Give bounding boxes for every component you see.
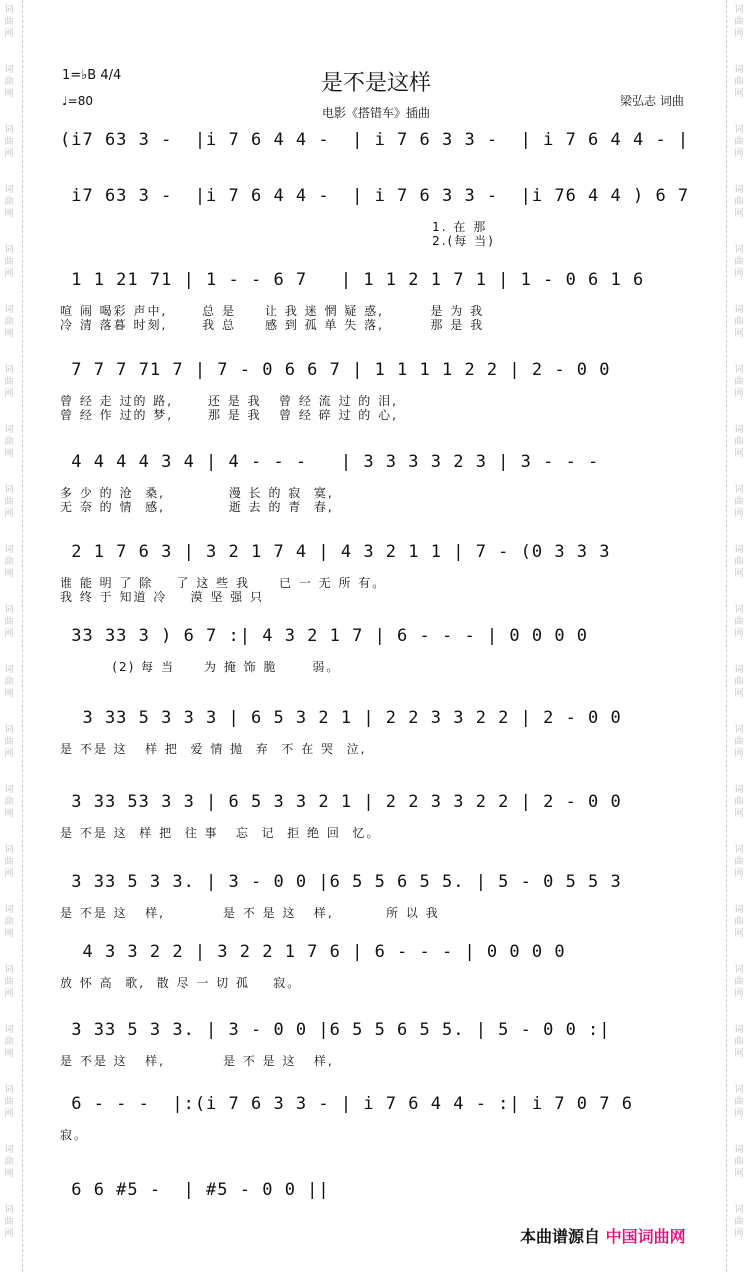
- notes-line: 7 7 7 71 7 | 7 - 0 6 6 7 | 1 1 1 1 2 2 | 2 - 0 0: [60, 360, 611, 380]
- right-dashed-border: [726, 0, 727, 1272]
- composer-credit: 梁弘志 词曲: [620, 94, 684, 108]
- watermark-text: 词 曲 网: [4, 305, 14, 339]
- watermark-text: 词 曲 网: [734, 605, 744, 639]
- lyric-line-1: 是 不是 这 样 把 往 事 忘 记 拒 绝 回 忆。: [60, 826, 381, 840]
- lyric-line-1: 是 不是 这 样, 是 不 是 这 样,: [60, 1054, 334, 1068]
- watermark-text: 词 曲 网: [734, 485, 744, 519]
- lyric-line-2: 我 终 于 知道 冷 漠 坚 强 只: [60, 590, 264, 604]
- watermark-text: 词 曲 网: [734, 725, 744, 759]
- notes-line: 3 33 53 3 3 | 6 5 3 3 2 1 | 2 2 3 3 2 2 | 2 - 0 0: [60, 792, 622, 812]
- song-subtitle: 电影《搭错车》插曲: [321, 106, 430, 120]
- lyric-line-1: 多 少 的 沧 桑, 漫 长 的 寂 寞,: [60, 486, 334, 500]
- footer-site-link[interactable]: 中国词曲网: [605, 1227, 686, 1246]
- watermark-text: 词 曲 网: [734, 545, 744, 579]
- notes-line: 2 1 7 6 3 | 3 2 1 7 4 | 4 3 2 1 1 | 7 - (0 3 3 3: [60, 542, 611, 562]
- lyric-line-1: 是 不是 这 样, 是 不 是 这 样, 所 以 我: [60, 906, 440, 920]
- watermark-text: 词 曲 网: [734, 1145, 744, 1179]
- watermark-text: 词 曲 网: [734, 1085, 744, 1119]
- watermark-text: 词 曲 网: [734, 785, 744, 819]
- watermark-text: 词 曲 网: [4, 125, 14, 159]
- watermark-text: 词 曲 网: [4, 365, 14, 399]
- watermark-text: 词 曲 网: [734, 245, 744, 279]
- lyric-line-1: 是 不是 这 样 把 爱 情 抛 弃 不 在 哭 泣,: [60, 742, 367, 756]
- lyric-line-1: 放 怀 高 歌, 散 尽 一 切 孤 寂。: [60, 976, 302, 990]
- watermark-text: 词 曲 网: [4, 605, 14, 639]
- watermark-text: 词 曲 网: [734, 185, 744, 219]
- watermark-text: 词 曲 网: [4, 845, 14, 879]
- watermark-text: 词 曲 网: [734, 905, 744, 939]
- lyric-line-1: 曾 经 走 过的 路, 还 是 我 曾 经 流 过 的 泪,: [60, 394, 398, 408]
- lyric-line-1: (2) 每 当 为 掩 饰 脆 弱。: [60, 660, 341, 674]
- watermark-text: 词 曲 网: [4, 65, 14, 99]
- watermark-text: 词 曲 网: [4, 5, 14, 39]
- watermark-text: 词 曲 网: [734, 305, 744, 339]
- notes-line: 1 1 21 71 | 1 - - 6 7 | 1 1 2 1 7 1 | 1 - 0 6 1 6: [60, 270, 645, 290]
- watermark-text: 词 曲 网: [4, 785, 14, 819]
- notes-line: 3 33 5 3 3 3 | 6 5 3 2 1 | 2 2 3 3 2 2 | 2 - 0 0: [60, 708, 622, 728]
- watermark-text: 词 曲 网: [4, 905, 14, 939]
- watermark-text: 词 曲 网: [4, 185, 14, 219]
- watermark-text: 词 曲 网: [734, 125, 744, 159]
- watermark-text: 词 曲 网: [4, 965, 14, 999]
- watermark-text: 词 曲 网: [734, 5, 744, 39]
- watermark-text: 词 曲 网: [4, 1025, 14, 1059]
- watermark-text: 词 曲 网: [4, 425, 14, 459]
- lyric-line-1: 1. 在 那: [60, 220, 488, 234]
- lyric-line-2: 2.(每 当): [60, 234, 495, 248]
- watermark-text: 词 曲 网: [734, 65, 744, 99]
- watermark-text: 词 曲 网: [734, 365, 744, 399]
- lyric-line-2: 无 奈 的 情 感, 逝 去 的 青 春,: [60, 500, 334, 514]
- lyric-line-1: 喧 闹 喝彩 声中, 总 是 让 我 迷 惘 疑 惑, 是 为 我: [60, 304, 485, 318]
- watermark-text: 词 曲 网: [4, 545, 14, 579]
- lyric-line-1: 寂。: [60, 1128, 89, 1142]
- notes-line: i7 63 3 - |i 7 6 4 4 - | i 7 6 3 3 - |i 76 4 4 ) 6 7: [60, 186, 690, 206]
- footer-label: 本曲谱源自: [520, 1227, 601, 1246]
- notes-line: 3 33 5 3 3. | 3 - 0 0 |6 5 5 6 5 5. | 5 - 0 0 :|: [60, 1020, 611, 1040]
- watermark-text: 词 曲 网: [4, 485, 14, 519]
- notes-line: 6 6 #5 - | #5 - 0 0 ||: [60, 1180, 330, 1200]
- notes-line: 33 33 3 ) 6 7 :| 4 3 2 1 7 | 6 - - - | 0 0 0 0: [60, 626, 589, 646]
- watermark-text: 词 曲 网: [734, 1205, 744, 1239]
- key-signature: 1=♭B 4/4: [62, 68, 122, 83]
- watermark-text: 词 曲 网: [734, 965, 744, 999]
- left-dashed-border: [22, 0, 23, 1272]
- song-title: 是不是这样: [320, 71, 431, 96]
- tempo-marking: ♩=80: [62, 94, 93, 108]
- watermark-text: 词 曲 网: [4, 665, 14, 699]
- notes-line: 4 4 4 4 3 4 | 4 - - - | 3 3 3 3 2 3 | 3 - - -: [60, 452, 600, 472]
- watermark-text: 词 曲 网: [4, 245, 14, 279]
- watermark-text: 词 曲 网: [734, 1025, 744, 1059]
- watermark-text: 词 曲 网: [4, 1205, 14, 1239]
- watermark-text: 词 曲 网: [4, 1145, 14, 1179]
- notes-line: 6 - - - |:(i 7 6 3 3 - | i 7 6 4 4 - :| i 7 0 7 6: [60, 1094, 633, 1114]
- lyric-line-2: 曾 经 作 过的 梦, 那 是 我 曾 经 碎 过 的 心,: [60, 408, 398, 422]
- notes-line: (i7 63 3 - |i 7 6 4 4 - | i 7 6 3 3 - | i 7 6 4 4 - |: [60, 130, 690, 150]
- notes-line: 4 3 3 2 2 | 3 2 2 1 7 6 | 6 - - - | 0 0 0 0: [60, 942, 566, 962]
- watermark-text: 词 曲 网: [734, 425, 744, 459]
- lyric-line-2: 冷 清 落暮 时刻, 我 总 感 到 孤 单 失 落, 那 是 我: [60, 318, 485, 332]
- notes-line: 3 33 5 3 3. | 3 - 0 0 |6 5 5 6 5 5. | 5 - 0 5 5 3: [60, 872, 622, 892]
- watermark-text: 词 曲 网: [734, 665, 744, 699]
- watermark-text: 词 曲 网: [4, 1085, 14, 1119]
- watermark-text: 词 曲 网: [734, 845, 744, 879]
- footer-source: [520, 1224, 686, 1247]
- watermark-text: 词 曲 网: [4, 725, 14, 759]
- lyric-line-1: 谁 能 明 了 除 了 这 些 我 已 一 无 所 有。: [60, 576, 387, 590]
